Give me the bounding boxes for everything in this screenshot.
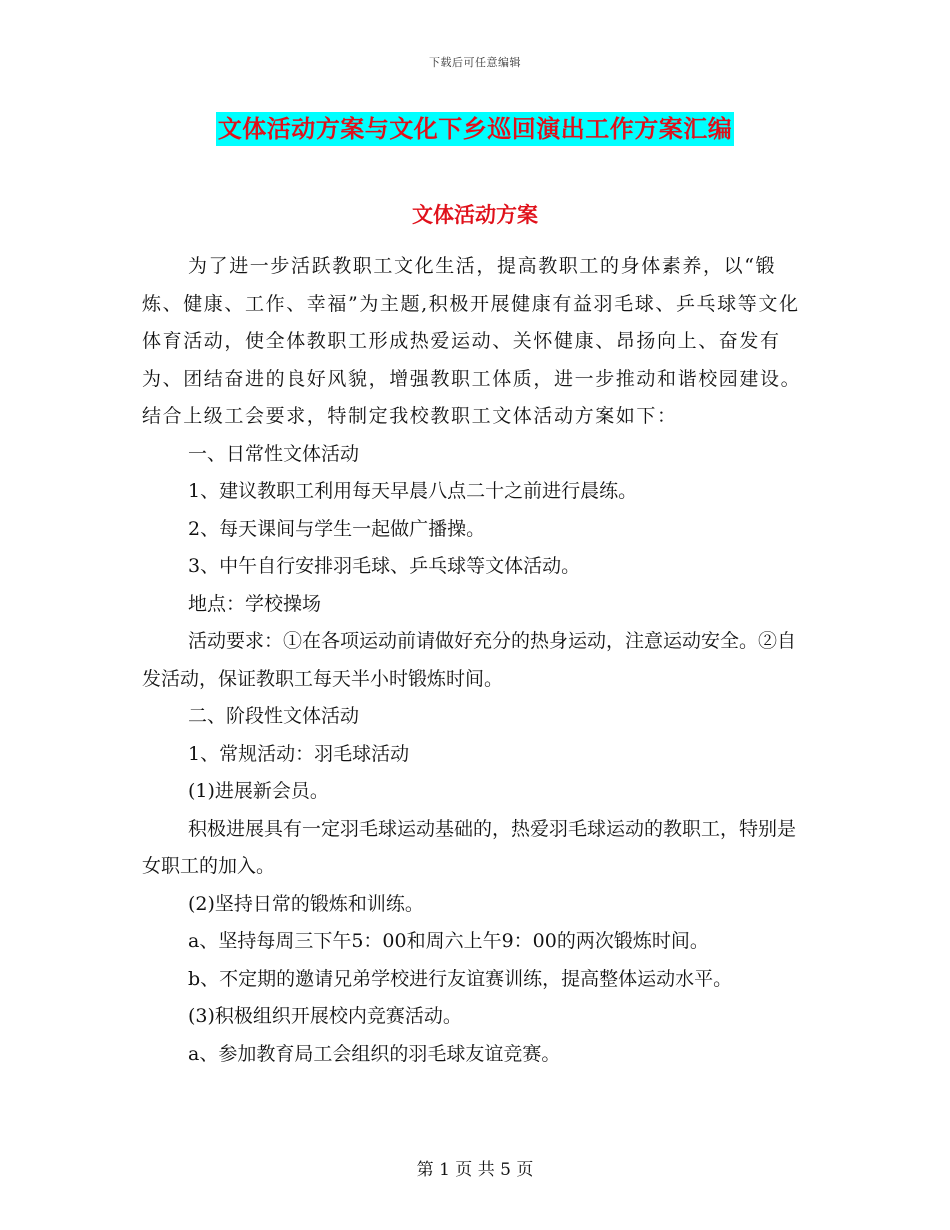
paragraph-item: (3)积极组织开展校内竞赛活动。 [188, 1005, 462, 1027]
paragraph-heading-daily: 一、日常性文体活动 [188, 442, 360, 465]
paragraph-item: 1、建议教职工利用每天早晨八点二十之前进行晨练。 [188, 480, 638, 502]
section-title: 文体活动方案 [412, 203, 538, 227]
body-text [142, 248, 812, 1073]
paragraph-item: 积极进展具有一定羽毛球运动基础的，热爱羽毛球运动的教职工，特别是女职工的加入。 [142, 817, 797, 877]
page-footer: 第 1 页 共 5 页 [416, 1160, 534, 1180]
paragraph-item: 3、中午自行安排羽毛球、乒乓球等文体活动。 [188, 555, 581, 577]
paragraph-heading-stage: 二、阶段性文体活动 [188, 705, 360, 727]
paragraph-item: a、参加教育局工会组织的羽毛球友谊竞赛。 [188, 1042, 561, 1065]
paragraph-item: b、不定期的邀请兄弟学校进行友谊赛训练，提高整体运动水平。 [188, 967, 733, 990]
paragraph-item: a、坚持每周三下午5：00和周六上午9：00的两次锻炼时间。 [188, 930, 709, 952]
paragraph-intro: 为了进一步活跃教职工文化生活，提高教职工的身体素养，以“锻炼、健康、工作、幸福”为主题,积极开展健康有益羽毛球、乒乓球等文化体育活动，使全体教职工形成热爱运动、关怀健康、昂扬向上、奋发有为、团结奋进的良好风貌，增强教职工体质，进一步推动和谐校园建设。结合上级工会要求，特制定我校教职工文体活动方案如下： [142, 255, 802, 427]
paragraph-item: (1)进展新会员。 [188, 780, 329, 802]
paragraph-requirements: 活动要求：①在各项运动前请做好充分的热身运动，注意运动安全。②自发活动，保证教职工每天半小时锻炼时间。 [142, 630, 797, 690]
paragraph-item: (2)坚持日常的锻炼和训练。 [188, 892, 424, 915]
paragraph-item: 1、常规活动：羽毛球活动 [188, 742, 410, 765]
paragraph-location: 地点：学校操场 [188, 592, 322, 615]
paragraph-item: 2、每天课间与学生一起做广播操。 [188, 517, 486, 540]
document-title-container [0, 112, 950, 146]
header-note: 下载后可任意编辑 [429, 56, 521, 69]
document-title: 文体活动方案与文化下乡巡回演出工作方案汇编 [216, 112, 735, 146]
